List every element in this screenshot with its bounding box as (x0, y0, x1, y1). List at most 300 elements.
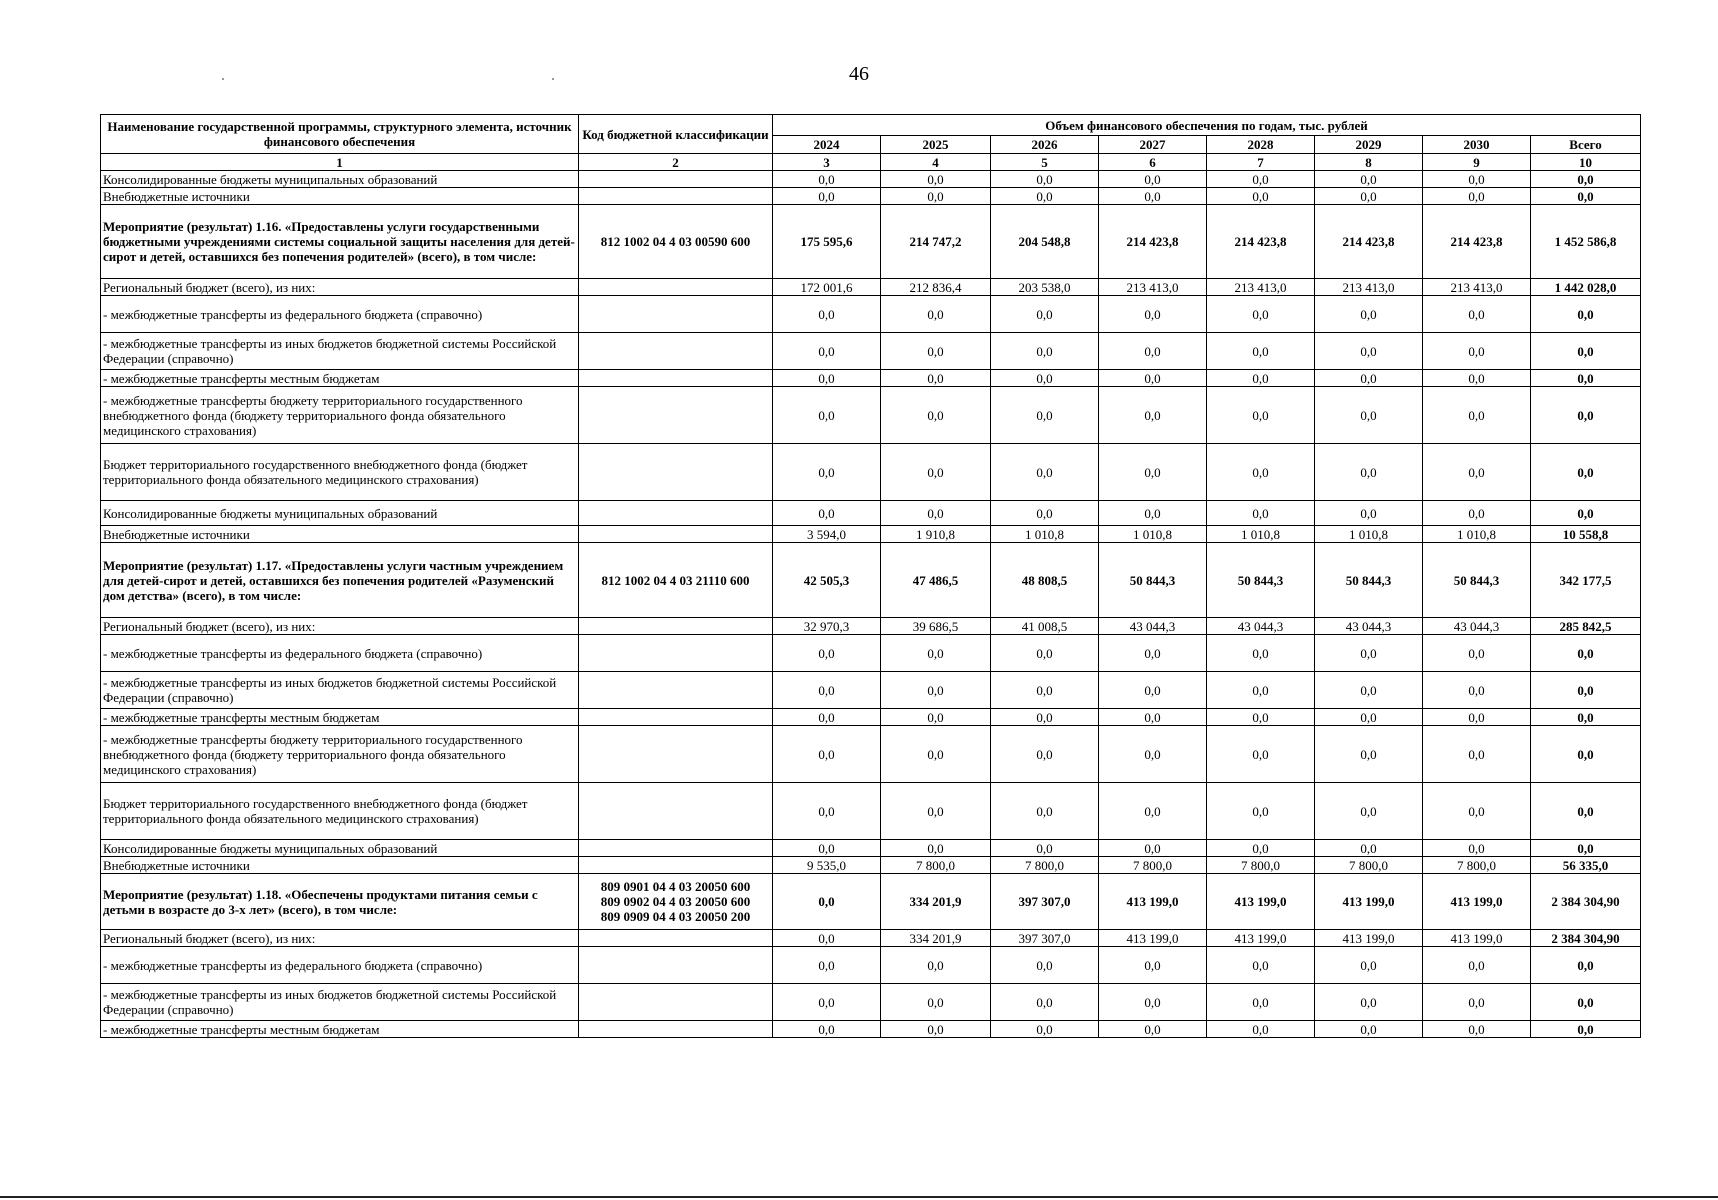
year-value: 0,0 (773, 930, 881, 947)
year-value: 50 844,3 (1207, 543, 1315, 618)
table-row (101, 930, 1641, 947)
row-name: - межбюджетные трансферты из иных бюджетов бюджетной системы Российской Федерации (справочно) (101, 333, 579, 370)
year-value: 0,0 (991, 709, 1099, 726)
row-name: - межбюджетные трансферты из иных бюджетов бюджетной системы Российской Федерации (справочно) (101, 672, 579, 709)
budget-code (579, 984, 773, 1021)
year-value: 0,0 (1315, 444, 1423, 501)
year-value: 0,0 (1207, 984, 1315, 1021)
year-value: 214 423,8 (1423, 205, 1531, 279)
year-value: 0,0 (1423, 709, 1531, 726)
table-row (101, 387, 1641, 444)
year-value: 214 423,8 (1099, 205, 1207, 279)
year-value: 0,0 (991, 840, 1099, 857)
row-name: Мероприятие (результат) 1.17. «Предоставлены услуги частным учреждением для детей-сирот и детей, оставшихся без попечения родителей «Разуменский дом детства» (всего), в том числе: (101, 543, 579, 618)
year-value: 0,0 (1207, 501, 1315, 526)
budget-code (579, 296, 773, 333)
year-value: 0,0 (1207, 296, 1315, 333)
budget-code (579, 333, 773, 370)
row-name: Консолидированные бюджеты муниципальных образований (101, 840, 579, 857)
total-value: 2 384 304,90 (1531, 930, 1641, 947)
year-value: 0,0 (991, 1021, 1099, 1038)
year-value: 0,0 (1423, 635, 1531, 672)
year-value: 0,0 (881, 783, 991, 840)
row-name: Региональный бюджет (всего), из них: (101, 930, 579, 947)
total-value: 0,0 (1531, 296, 1641, 333)
table-row (101, 947, 1641, 984)
total-value: 0,0 (1531, 635, 1641, 672)
year-value: 0,0 (1207, 171, 1315, 188)
year-value: 0,0 (881, 635, 991, 672)
year-value: 413 199,0 (1315, 874, 1423, 930)
year-value: 0,0 (1099, 726, 1207, 783)
total-value: 0,0 (1531, 370, 1641, 387)
year-value: 0,0 (773, 783, 881, 840)
year-value: 47 486,5 (881, 543, 991, 618)
total-value: 0,0 (1531, 672, 1641, 709)
budget-code (579, 370, 773, 387)
year-value: 0,0 (1207, 672, 1315, 709)
page-number: 46 (849, 63, 869, 85)
year-value: 0,0 (1099, 635, 1207, 672)
row-name: Внебюджетные источники (101, 857, 579, 874)
year-value: 0,0 (1423, 672, 1531, 709)
year-value: 0,0 (773, 444, 881, 501)
measure-row (101, 205, 1641, 279)
year-value: 48 808,5 (991, 543, 1099, 618)
year-value: 0,0 (1315, 171, 1423, 188)
year-value: 0,0 (1423, 171, 1531, 188)
year-value: 0,0 (881, 947, 991, 984)
row-name: - межбюджетные трансферты бюджету территориального государственного внебюджетного фонда (бюджету территориального фонда обязательного медицинского страхования) (101, 387, 579, 444)
year-value: 0,0 (881, 171, 991, 188)
budget-code (579, 618, 773, 635)
year-value: 204 548,8 (991, 205, 1099, 279)
header-year: 2025 (881, 136, 991, 154)
row-name: Мероприятие (результат) 1.18. «Обеспечены продуктами питания семьи с детьми в возрасте до 3-х лет» (всего), в том числе: (101, 874, 579, 930)
year-value: 0,0 (1207, 370, 1315, 387)
year-value: 172 001,6 (773, 279, 881, 296)
year-value: 1 010,8 (1423, 526, 1531, 543)
table-row (101, 526, 1641, 543)
year-value: 0,0 (881, 296, 991, 333)
budget-code (579, 526, 773, 543)
year-value: 0,0 (881, 1021, 991, 1038)
table-row (101, 672, 1641, 709)
year-value: 0,0 (1423, 370, 1531, 387)
total-value: 0,0 (1531, 984, 1641, 1021)
year-value: 0,0 (881, 672, 991, 709)
table-row (101, 618, 1641, 635)
row-name: Внебюджетные источники (101, 188, 579, 205)
year-value: 0,0 (773, 672, 881, 709)
budget-code (579, 279, 773, 296)
year-value: 0,0 (1099, 984, 1207, 1021)
year-value: 214 423,8 (1315, 205, 1423, 279)
budget-code (579, 726, 773, 783)
header-year: 2026 (991, 136, 1099, 154)
year-value: 0,0 (881, 188, 991, 205)
year-value: 43 044,3 (1423, 618, 1531, 635)
year-value: 0,0 (991, 444, 1099, 501)
total-value: 56 335,0 (1531, 857, 1641, 874)
year-value: 0,0 (1099, 188, 1207, 205)
column-index: 2 (579, 154, 773, 171)
year-value: 0,0 (1315, 709, 1423, 726)
year-value: 397 307,0 (991, 930, 1099, 947)
table-row (101, 840, 1641, 857)
table-row (101, 188, 1641, 205)
row-name: Региональный бюджет (всего), из них: (101, 279, 579, 296)
budget-code: 812 1002 04 4 03 00590 600 (579, 205, 773, 279)
year-value: 42 505,3 (773, 543, 881, 618)
year-value: 0,0 (1423, 840, 1531, 857)
table-row (101, 333, 1641, 370)
column-index: 10 (1531, 154, 1641, 171)
year-value: 0,0 (1315, 984, 1423, 1021)
year-value: 413 199,0 (1099, 930, 1207, 947)
budget-code (579, 171, 773, 188)
total-value: 0,0 (1531, 444, 1641, 501)
table-row (101, 857, 1641, 874)
year-value: 0,0 (1423, 333, 1531, 370)
column-index: 3 (773, 154, 881, 171)
row-name: - межбюджетные трансферты из федерального бюджета (справочно) (101, 296, 579, 333)
table-body (101, 171, 1641, 1038)
year-value: 0,0 (1315, 501, 1423, 526)
year-value: 213 413,0 (1099, 279, 1207, 296)
year-value: 214 747,2 (881, 205, 991, 279)
year-value: 0,0 (881, 726, 991, 783)
year-value: 334 201,9 (881, 874, 991, 930)
year-value: 41 008,5 (991, 618, 1099, 635)
year-value: 413 199,0 (1315, 930, 1423, 947)
year-value: 0,0 (1207, 1021, 1315, 1038)
total-value: 285 842,5 (1531, 618, 1641, 635)
header-code-column: Код бюджетной классификации (579, 115, 773, 154)
year-value: 0,0 (773, 726, 881, 783)
column-index: 4 (881, 154, 991, 171)
row-name: - межбюджетные трансферты местным бюджетам (101, 370, 579, 387)
year-value: 413 199,0 (1207, 874, 1315, 930)
total-value: 0,0 (1531, 333, 1641, 370)
year-value: 0,0 (1207, 635, 1315, 672)
year-value: 0,0 (991, 387, 1099, 444)
budget-table (100, 114, 1641, 1038)
budget-code (579, 1021, 773, 1038)
year-value: 413 199,0 (1207, 930, 1315, 947)
year-value: 0,0 (1207, 726, 1315, 783)
year-value: 0,0 (881, 840, 991, 857)
column-index-row (101, 154, 1641, 171)
year-value: 0,0 (881, 387, 991, 444)
year-value: 0,0 (991, 984, 1099, 1021)
table-row (101, 984, 1641, 1021)
year-value: 0,0 (991, 370, 1099, 387)
column-index: 5 (991, 154, 1099, 171)
budget-code (579, 444, 773, 501)
year-value: 0,0 (881, 709, 991, 726)
budget-code (579, 709, 773, 726)
year-value: 0,0 (1207, 188, 1315, 205)
total-value: 1 442 028,0 (1531, 279, 1641, 296)
year-value: 0,0 (991, 672, 1099, 709)
total-value: 10 558,8 (1531, 526, 1641, 543)
year-value: 0,0 (1207, 783, 1315, 840)
header-year: 2028 (1207, 136, 1315, 154)
year-value: 0,0 (991, 296, 1099, 333)
total-value: 0,0 (1531, 947, 1641, 984)
budget-code (579, 635, 773, 672)
year-value: 43 044,3 (1315, 618, 1423, 635)
year-value: 0,0 (1315, 333, 1423, 370)
year-value: 0,0 (1099, 840, 1207, 857)
year-value: 0,0 (991, 501, 1099, 526)
year-value: 50 844,3 (1315, 543, 1423, 618)
year-value: 0,0 (1315, 370, 1423, 387)
table-row (101, 1021, 1641, 1038)
year-value: 7 800,0 (1315, 857, 1423, 874)
year-value: 0,0 (773, 874, 881, 930)
year-value: 39 686,5 (881, 618, 991, 635)
header-year: 2027 (1099, 136, 1207, 154)
budget-code: 809 0901 04 4 03 20050 600 809 0902 04 4 03 20050 600 809 0909 04 4 03 20050 200 (579, 874, 773, 930)
year-value: 0,0 (1423, 783, 1531, 840)
budget-code (579, 947, 773, 984)
year-value: 0,0 (773, 387, 881, 444)
budget-code (579, 501, 773, 526)
header-total-column: Всего (1531, 136, 1641, 154)
year-value: 1 010,8 (991, 526, 1099, 543)
year-value: 7 800,0 (1207, 857, 1315, 874)
year-value: 1 010,8 (1207, 526, 1315, 543)
year-value: 0,0 (1423, 947, 1531, 984)
column-index: 1 (101, 154, 579, 171)
year-value: 0,0 (773, 333, 881, 370)
row-name: - межбюджетные трансферты местным бюджетам (101, 709, 579, 726)
table-row (101, 726, 1641, 783)
row-name: Региональный бюджет (всего), из них: (101, 618, 579, 635)
year-value: 3 594,0 (773, 526, 881, 543)
year-value: 50 844,3 (1099, 543, 1207, 618)
year-value: 0,0 (1207, 947, 1315, 984)
year-value: 0,0 (1423, 1021, 1531, 1038)
table-row (101, 296, 1641, 333)
year-value: 0,0 (1207, 333, 1315, 370)
row-name: - межбюджетные трансферты из иных бюджетов бюджетной системы Российской Федерации (справочно) (101, 984, 579, 1021)
year-value: 0,0 (991, 171, 1099, 188)
column-index: 6 (1099, 154, 1207, 171)
year-value: 413 199,0 (1423, 874, 1531, 930)
year-value: 413 199,0 (1099, 874, 1207, 930)
year-value: 0,0 (773, 709, 881, 726)
year-value: 0,0 (881, 333, 991, 370)
budget-code (579, 930, 773, 947)
year-value: 0,0 (1315, 188, 1423, 205)
header-name-column: Наименование государственной программы, структурного элемента, источник финансового обеспечения (101, 115, 579, 154)
year-value: 0,0 (1207, 444, 1315, 501)
header-year: 2030 (1423, 136, 1531, 154)
year-value: 413 199,0 (1423, 930, 1531, 947)
year-value: 9 535,0 (773, 857, 881, 874)
budget-code (579, 783, 773, 840)
column-index: 7 (1207, 154, 1315, 171)
year-value: 0,0 (991, 333, 1099, 370)
year-value: 0,0 (1423, 444, 1531, 501)
year-value: 213 413,0 (1423, 279, 1531, 296)
row-name: Бюджет территориального государственного внебюджетного фонда (бюджет территориального фонда обязательного медицинского страхования) (101, 444, 579, 501)
year-value: 0,0 (773, 296, 881, 333)
scan-speck (552, 78, 554, 80)
year-value: 0,0 (1315, 1021, 1423, 1038)
row-name: Консолидированные бюджеты муниципальных образований (101, 501, 579, 526)
year-value: 0,0 (1099, 296, 1207, 333)
budget-code (579, 188, 773, 205)
year-value: 0,0 (1315, 840, 1423, 857)
year-value: 0,0 (1099, 783, 1207, 840)
total-value: 0,0 (1531, 171, 1641, 188)
year-value: 0,0 (1099, 1021, 1207, 1038)
total-value: 2 384 304,90 (1531, 874, 1641, 930)
total-value: 0,0 (1531, 840, 1641, 857)
year-value: 0,0 (1099, 947, 1207, 984)
year-value: 0,0 (773, 188, 881, 205)
year-value: 0,0 (1099, 501, 1207, 526)
year-value: 334 201,9 (881, 930, 991, 947)
year-value: 0,0 (1099, 171, 1207, 188)
year-value: 50 844,3 (1423, 543, 1531, 618)
table-row (101, 783, 1641, 840)
year-value: 0,0 (1423, 296, 1531, 333)
table-row (101, 444, 1641, 501)
year-value: 0,0 (1315, 296, 1423, 333)
year-value: 7 800,0 (1099, 857, 1207, 874)
total-value: 0,0 (1531, 501, 1641, 526)
year-value: 0,0 (773, 840, 881, 857)
year-value: 0,0 (1099, 333, 1207, 370)
row-name: Бюджет территориального государственного внебюджетного фонда (бюджет территориального фонда обязательного медицинского страхования) (101, 783, 579, 840)
year-value: 213 413,0 (1207, 279, 1315, 296)
year-value: 1 010,8 (1315, 526, 1423, 543)
year-value: 0,0 (881, 984, 991, 1021)
year-value: 0,0 (1207, 387, 1315, 444)
year-value: 7 800,0 (1423, 857, 1531, 874)
year-value: 0,0 (991, 947, 1099, 984)
row-name: Внебюджетные источники (101, 526, 579, 543)
year-value: 0,0 (1315, 783, 1423, 840)
row-name: - межбюджетные трансферты местным бюджетам (101, 1021, 579, 1038)
table-row (101, 709, 1641, 726)
total-value: 0,0 (1531, 726, 1641, 783)
table-row (101, 370, 1641, 387)
year-value: 0,0 (881, 444, 991, 501)
total-value: 0,0 (1531, 387, 1641, 444)
measure-row (101, 874, 1641, 930)
year-value: 0,0 (1099, 387, 1207, 444)
year-value: 0,0 (1423, 387, 1531, 444)
year-value: 0,0 (773, 635, 881, 672)
total-value: 0,0 (1531, 1021, 1641, 1038)
year-value: 0,0 (1315, 947, 1423, 984)
header-years-title: Объем финансового обеспечения по годам, тыс. рублей (773, 115, 1641, 136)
column-index: 9 (1423, 154, 1531, 171)
budget-code (579, 857, 773, 874)
year-value: 0,0 (1099, 444, 1207, 501)
year-value: 0,0 (1207, 840, 1315, 857)
total-value: 0,0 (1531, 188, 1641, 205)
year-value: 0,0 (991, 188, 1099, 205)
measure-row (101, 543, 1641, 618)
scan-speck (222, 78, 224, 80)
year-value: 0,0 (773, 370, 881, 387)
year-value: 0,0 (1315, 726, 1423, 783)
year-value: 214 423,8 (1207, 205, 1315, 279)
row-name: Консолидированные бюджеты муниципальных образований (101, 171, 579, 188)
row-name: - межбюджетные трансферты из федерального бюджета (справочно) (101, 635, 579, 672)
year-value: 212 836,4 (881, 279, 991, 296)
year-value: 0,0 (773, 171, 881, 188)
year-value: 0,0 (1099, 370, 1207, 387)
year-value: 0,0 (1099, 672, 1207, 709)
year-value: 0,0 (773, 501, 881, 526)
table-row (101, 171, 1641, 188)
total-value: 0,0 (1531, 783, 1641, 840)
row-name: - межбюджетные трансферты бюджету территориального государственного внебюджетного фонда (бюджету территориального фонда обязательного медицинского страхования) (101, 726, 579, 783)
total-value: 0,0 (1531, 709, 1641, 726)
year-value: 0,0 (991, 783, 1099, 840)
year-value: 175 595,6 (773, 205, 881, 279)
header-year: 2024 (773, 136, 881, 154)
table-row (101, 279, 1641, 296)
year-value: 43 044,3 (1099, 618, 1207, 635)
year-value: 0,0 (1099, 709, 1207, 726)
year-value: 0,0 (991, 635, 1099, 672)
table-row (101, 501, 1641, 526)
scan-edge-line (0, 1196, 1718, 1198)
year-value: 1 010,8 (1099, 526, 1207, 543)
year-value: 203 538,0 (991, 279, 1099, 296)
year-value: 0,0 (773, 1021, 881, 1038)
year-value: 397 307,0 (991, 874, 1099, 930)
year-value: 0,0 (1207, 709, 1315, 726)
year-value: 7 800,0 (991, 857, 1099, 874)
total-value: 342 177,5 (1531, 543, 1641, 618)
year-value: 0,0 (1423, 501, 1531, 526)
year-value: 0,0 (881, 370, 991, 387)
row-name: Мероприятие (результат) 1.16. «Предоставлены услуги государственными бюджетными учреждениями системы социальной защиты населения для детей-сирот и детей, оставшихся без попечения родителей» (всего), в том числе: (101, 205, 579, 279)
column-index: 8 (1315, 154, 1423, 171)
year-value: 0,0 (1423, 726, 1531, 783)
year-value: 0,0 (1423, 984, 1531, 1021)
year-value: 0,0 (1423, 188, 1531, 205)
budget-code (579, 840, 773, 857)
table-row (101, 635, 1641, 672)
year-value: 0,0 (773, 984, 881, 1021)
year-value: 0,0 (991, 726, 1099, 783)
row-name: - межбюджетные трансферты из федерального бюджета (справочно) (101, 947, 579, 984)
total-value: 1 452 586,8 (1531, 205, 1641, 279)
header-year: 2029 (1315, 136, 1423, 154)
year-value: 43 044,3 (1207, 618, 1315, 635)
budget-code (579, 672, 773, 709)
year-value: 0,0 (773, 947, 881, 984)
year-value: 1 910,8 (881, 526, 991, 543)
year-value: 0,0 (1315, 672, 1423, 709)
budget-code (579, 387, 773, 444)
year-value: 0,0 (1315, 387, 1423, 444)
year-value: 0,0 (881, 501, 991, 526)
year-value: 7 800,0 (881, 857, 991, 874)
year-value: 213 413,0 (1315, 279, 1423, 296)
